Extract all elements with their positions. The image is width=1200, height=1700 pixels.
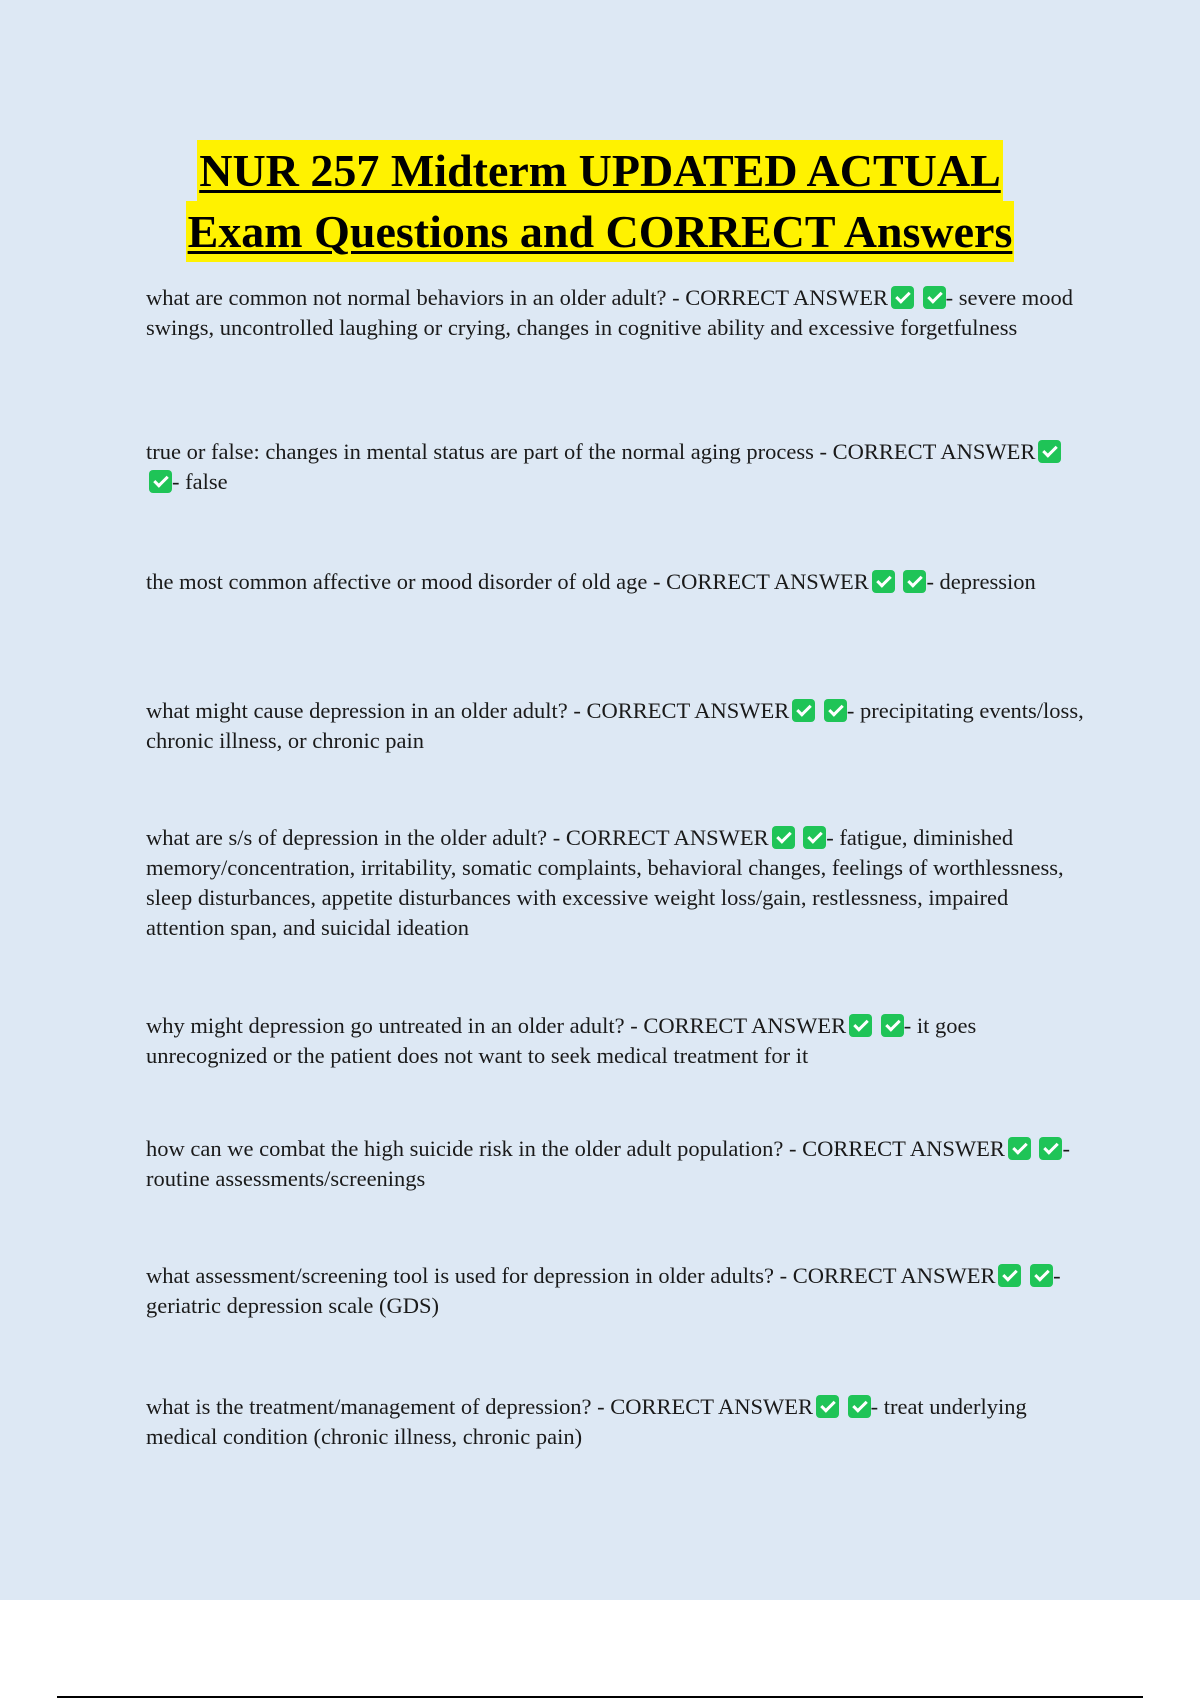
answer-text: - false (172, 469, 228, 494)
qa-item-4 (146, 696, 1086, 756)
answer-text: - severe mood swings, uncontrolled laughing or crying, changes in cognitive ability and excessive forgetfulness (146, 285, 1074, 340)
check-mark-icon (881, 1014, 904, 1037)
answer-text: - fatigue, diminished memory/concentration, irritability, somatic complaints, behavioral changes, feelings of worthlessness, sleep disturbances, appetite disturbances with excessive weight loss/gain, restlessness, impaired attention span, and suicidal ideation (146, 825, 1064, 940)
check-mark-icon (792, 699, 815, 722)
qa-item-7 (146, 1134, 1086, 1194)
title-line-2: Exam Questions and CORRECT Answers (186, 201, 1015, 262)
check-mark-icon (1008, 1137, 1031, 1160)
footer-divider (57, 1696, 1143, 1698)
check-mark-icon (803, 826, 826, 849)
qa-item-3 (146, 567, 1086, 597)
check-mark-icon (816, 1395, 839, 1418)
check-mark-icon (872, 570, 895, 593)
question-text: what might cause depression in an older adult? - CORRECT ANSWER (146, 698, 790, 723)
check-mark-icon (848, 1395, 871, 1418)
question-text: how can we combat the high suicide risk in the older adult population? - CORRECT ANSWER (146, 1136, 1005, 1161)
question-text: what are common not normal behaviors in an older adult? - CORRECT ANSWER (146, 285, 888, 310)
question-text: why might depression go untreated in an older adult? - CORRECT ANSWER (146, 1013, 847, 1038)
check-mark-icon (824, 699, 847, 722)
answer-text: - precipitating events/loss, chronic illness, or chronic pain (146, 698, 1084, 753)
check-mark-icon (1030, 1264, 1053, 1287)
check-mark-icon (849, 1014, 872, 1037)
question-text: true or false: changes in mental status are part of the normal aging process - CORRECT ANSWER (146, 439, 1036, 464)
qa-item-8 (146, 1261, 1086, 1321)
check-mark-icon (149, 470, 172, 493)
check-mark-icon (772, 826, 795, 849)
answer-text: - depression (926, 569, 1036, 594)
check-mark-icon (923, 286, 946, 309)
question-text: what is the treatment/management of depression? - CORRECT ANSWER (146, 1394, 813, 1419)
qa-item-1 (146, 283, 1086, 343)
qa-item-9 (146, 1392, 1086, 1452)
qa-item-6 (146, 1011, 1086, 1071)
answer-text: - treat underlying medical condition (chronic illness, chronic pain) (146, 1394, 1027, 1449)
title-line-1: NUR 257 Midterm UPDATED ACTUAL (197, 140, 1003, 201)
check-mark-icon (891, 286, 914, 309)
check-mark-icon (1038, 440, 1061, 463)
check-mark-icon (998, 1264, 1021, 1287)
check-mark-icon (903, 570, 926, 593)
answer-text: - routine assessments/screenings (146, 1136, 1070, 1191)
qa-item-5 (146, 823, 1086, 943)
page-title (0, 140, 1200, 262)
qa-item-2 (146, 437, 1086, 497)
question-text: what assessment/screening tool is used for depression in older adults? - CORRECT ANSWER (146, 1263, 996, 1288)
question-text: what are s/s of depression in the older adult? - CORRECT ANSWER (146, 825, 769, 850)
answer-text: - it goes unrecognized or the patient does not want to seek medical treatment for it (146, 1013, 977, 1068)
check-mark-icon (1039, 1137, 1062, 1160)
answer-text: - geriatric depression scale (GDS) (146, 1263, 1061, 1318)
question-text: the most common affective or mood disorder of old age - CORRECT ANSWER (146, 569, 869, 594)
